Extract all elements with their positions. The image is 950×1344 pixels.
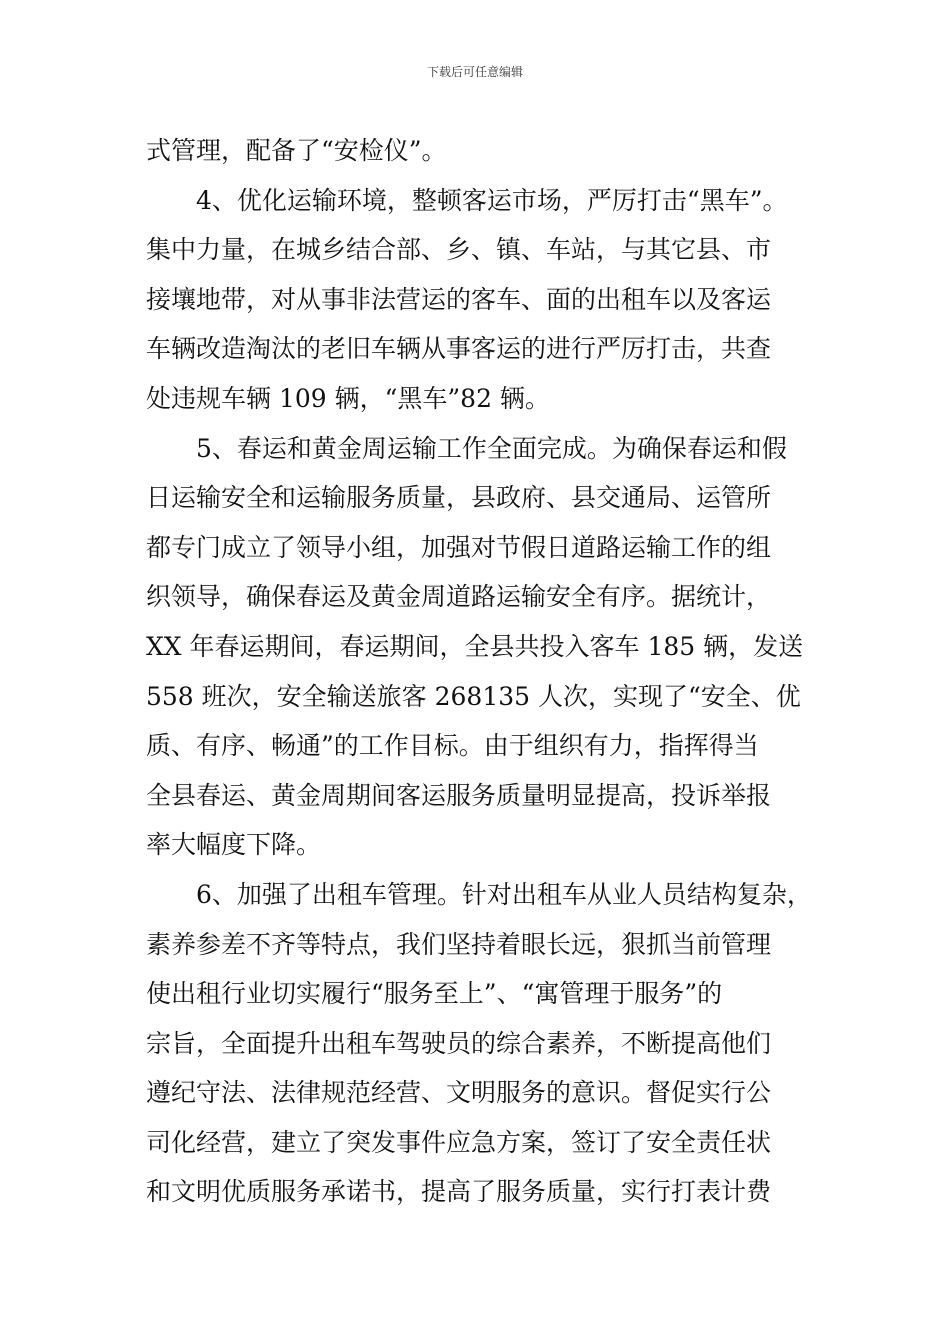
text-line: 质、有序、畅通”的工作目标。由于组织有力，指挥得当 <box>146 731 759 761</box>
text-line: 558 班次，安全输送旅客 268135 人次，实现了“安全、优 <box>146 681 801 711</box>
text-line: 使出租行业切实履行“服务至上”、“寓管理于服务”的 <box>146 979 723 1009</box>
text-line: 5、春运和黄金周运输工作全面完成。为确保春运和假 <box>196 433 787 463</box>
text-line: 式管理，配备了“安检仪”。 <box>146 136 447 165</box>
text-line: 素养参差不齐等特点，我们坚持着眼长远，狠抓当前管理 <box>146 929 772 959</box>
text-line: 全县春运、黄金周期间客运服务质量明显提高，投诉举报 <box>146 780 772 810</box>
text-line: 4、优化运输环境，整顿客运市场，严厉打击“黑车”。 <box>196 185 788 215</box>
text-line: 接壤地带，对从事非法营运的客车、面的出租车以及客运 <box>146 284 772 314</box>
document-body <box>146 126 816 1217</box>
text-line: 织领导，确保春运及黄金周道路运输安全有序。据统计， <box>146 582 772 612</box>
text-line: 处违规车辆 109 辆，“黑车”82 辆。 <box>146 383 550 413</box>
text-line: 6、加强了出租车管理。针对出租车从业人员结构复杂， <box>196 879 812 909</box>
text-line: 日运输安全和运输服务质量，县政府、县交通局、运管所 <box>146 483 772 513</box>
text-line: 司化经营，建立了突发事件应急方案，签订了安全责任状 <box>146 1127 772 1157</box>
text-line: 遵纪守法、法律规范经营、文明服务的意识。督促实行公 <box>146 1078 772 1108</box>
text-line: 都专门成立了领导小组，加强对节假日道路运输工作的组 <box>146 532 772 562</box>
text-line: 集中力量，在城乡结合部、乡、镇、车站，与其它县、市 <box>146 235 772 265</box>
text-line: 宗旨，全面提升出租车驾驶员的综合素养，不断提高他们 <box>146 1028 772 1058</box>
text-line: 车辆改造淘汰的老旧车辆从事客运的进行严厉打击，共查 <box>146 334 772 364</box>
text-line: 和文明优质服务承诺书，提高了服务质量，实行打表计费 <box>146 1177 772 1207</box>
text-line: 率大幅度下降。 <box>146 830 322 860</box>
page-header: 下载后可任意编辑 <box>426 65 523 79</box>
text-line: XX 年春运期间，春运期间，全县共投入客车 185 辆，发送 <box>146 631 804 661</box>
